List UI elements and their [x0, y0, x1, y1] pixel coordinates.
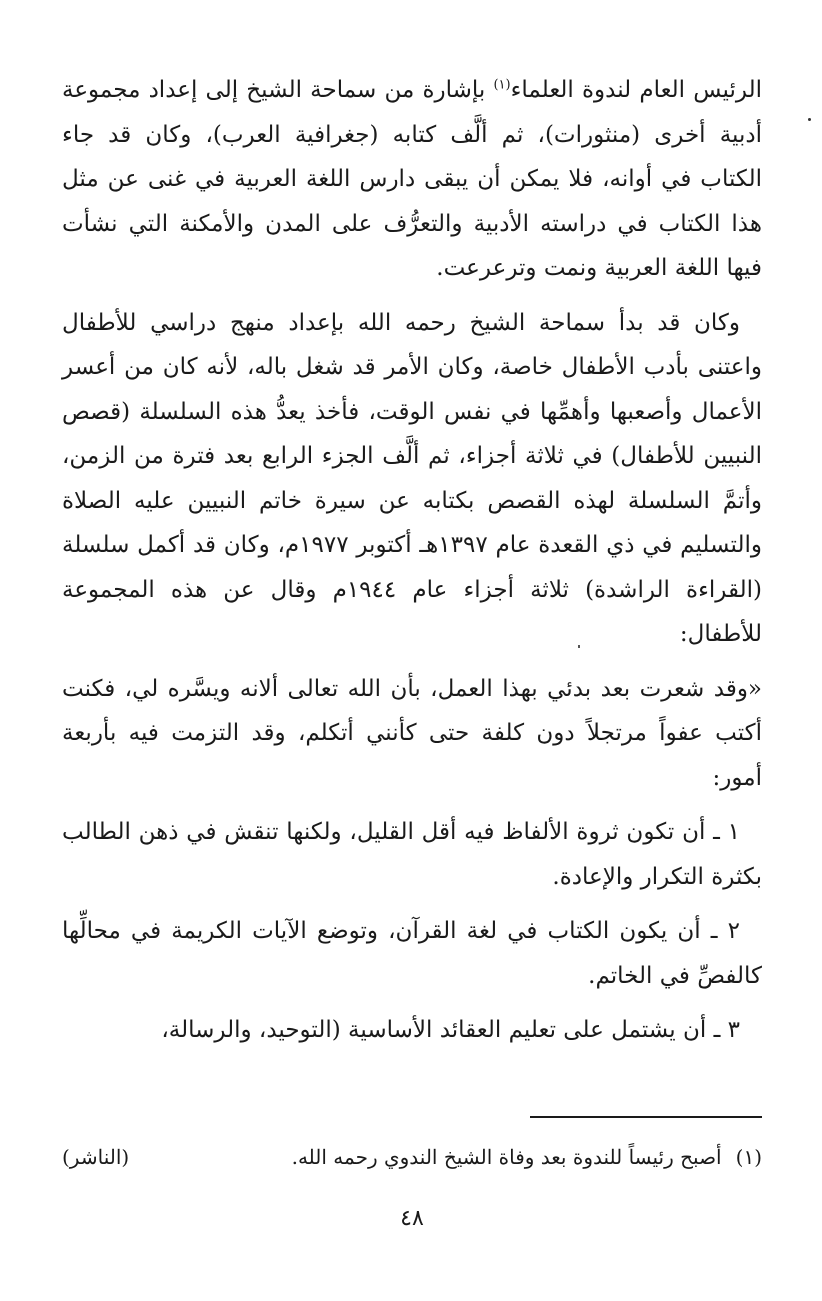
document-page [62, 68, 762, 1268]
footnote-body [292, 1142, 762, 1172]
paragraph-1 [62, 68, 762, 291]
list-item-3: ٣ ـ أن يشتمل على تعليم العقائد الأساسية (التوحيد، والرسالة، [161, 1017, 740, 1043]
footnote-attribution: (الناشر) [62, 1145, 130, 1169]
footnote-text: أصبح رئيساً للندوة بعد وفاة الشيخ الندوي رحمه الله. [291, 1145, 722, 1169]
footnote [62, 1142, 762, 1172]
margin-mark [808, 118, 811, 121]
paragraph-1-rest: بإشارة من سماحة الشيخ إلى إعداد مجموعة أدبية أخرى (منثورات)، ثم ألَّف كتابه (جغرافية العرب)، وكان قد جاء الكتاب في أوانه، فلا يمكن أن يبقى دارس اللغة العربية في غنى عن مثل هذا الكتاب في دراسته الأدبية والتعرُّف على المدن والأمكنة التي نشأت فيها اللغة العربية ونمت وترعرعت. [62, 77, 762, 281]
page-number: ٤٨ [400, 1206, 424, 1231]
list-item-1: ١ ـ أن تكون ثروة الألفاظ فيه أقل القليل، ولكنها تنقش في ذهن الطالب بكثرة التكرار والإعادة. [62, 819, 762, 890]
footnote-divider [530, 1116, 762, 1118]
list-item-2: ٢ ـ أن يكون الكتاب في لغة القرآن، وتوضع الآيات الكريمة في محالِّها كالفصِّ في الخاتم. [62, 918, 762, 989]
paragraph-2: وكان قد بدأ سماحة الشيخ رحمه الله بإعداد منهج دراسي للأطفال واعتنى بأدب الأطفال خاصة، وكان الأمر قد شغل باله، لأنه كان من أعسر الأعمال وأصعبها وأهمِّها في نفس الوقت، فأخذ يعدُّ هذه السلسلة (قصص النبيين للأطفال) في ثلاثة أجزاء، ثم ألَّف الجزء الرابع بعد فترة من الزمن، وأتمَّ السلسلة لهذه القصص بكتابه عن سيرة خاتم النبيين عليه الصلاة والتسليم في ذي القعدة عام ١٣٩٧هـ أكتوبر ١٩٧٧م، وكان قد أكمل سلسلة (القراءة الراشدة) ثلاثة أجزاء عام ١٩٤٤م وقال عن هذه المجموعة للأطفال: [62, 309, 762, 647]
footnote-number: (١) [735, 1145, 762, 1169]
quote-paragraph: «وقد شعرت بعد بدئي بهذا العمل، بأن الله تعالى ألانه ويسَّره لي، فكنت أكتب عفواً مرتجلاً دون كلفة حتى كأنني أتكلم، وقد التزمت فيه بأربعة أمور: [62, 675, 762, 791]
paragraph-1-start: الرئيس العام لندوة العلماء [510, 77, 762, 103]
footnote-reference[interactable]: (١) [493, 77, 511, 93]
